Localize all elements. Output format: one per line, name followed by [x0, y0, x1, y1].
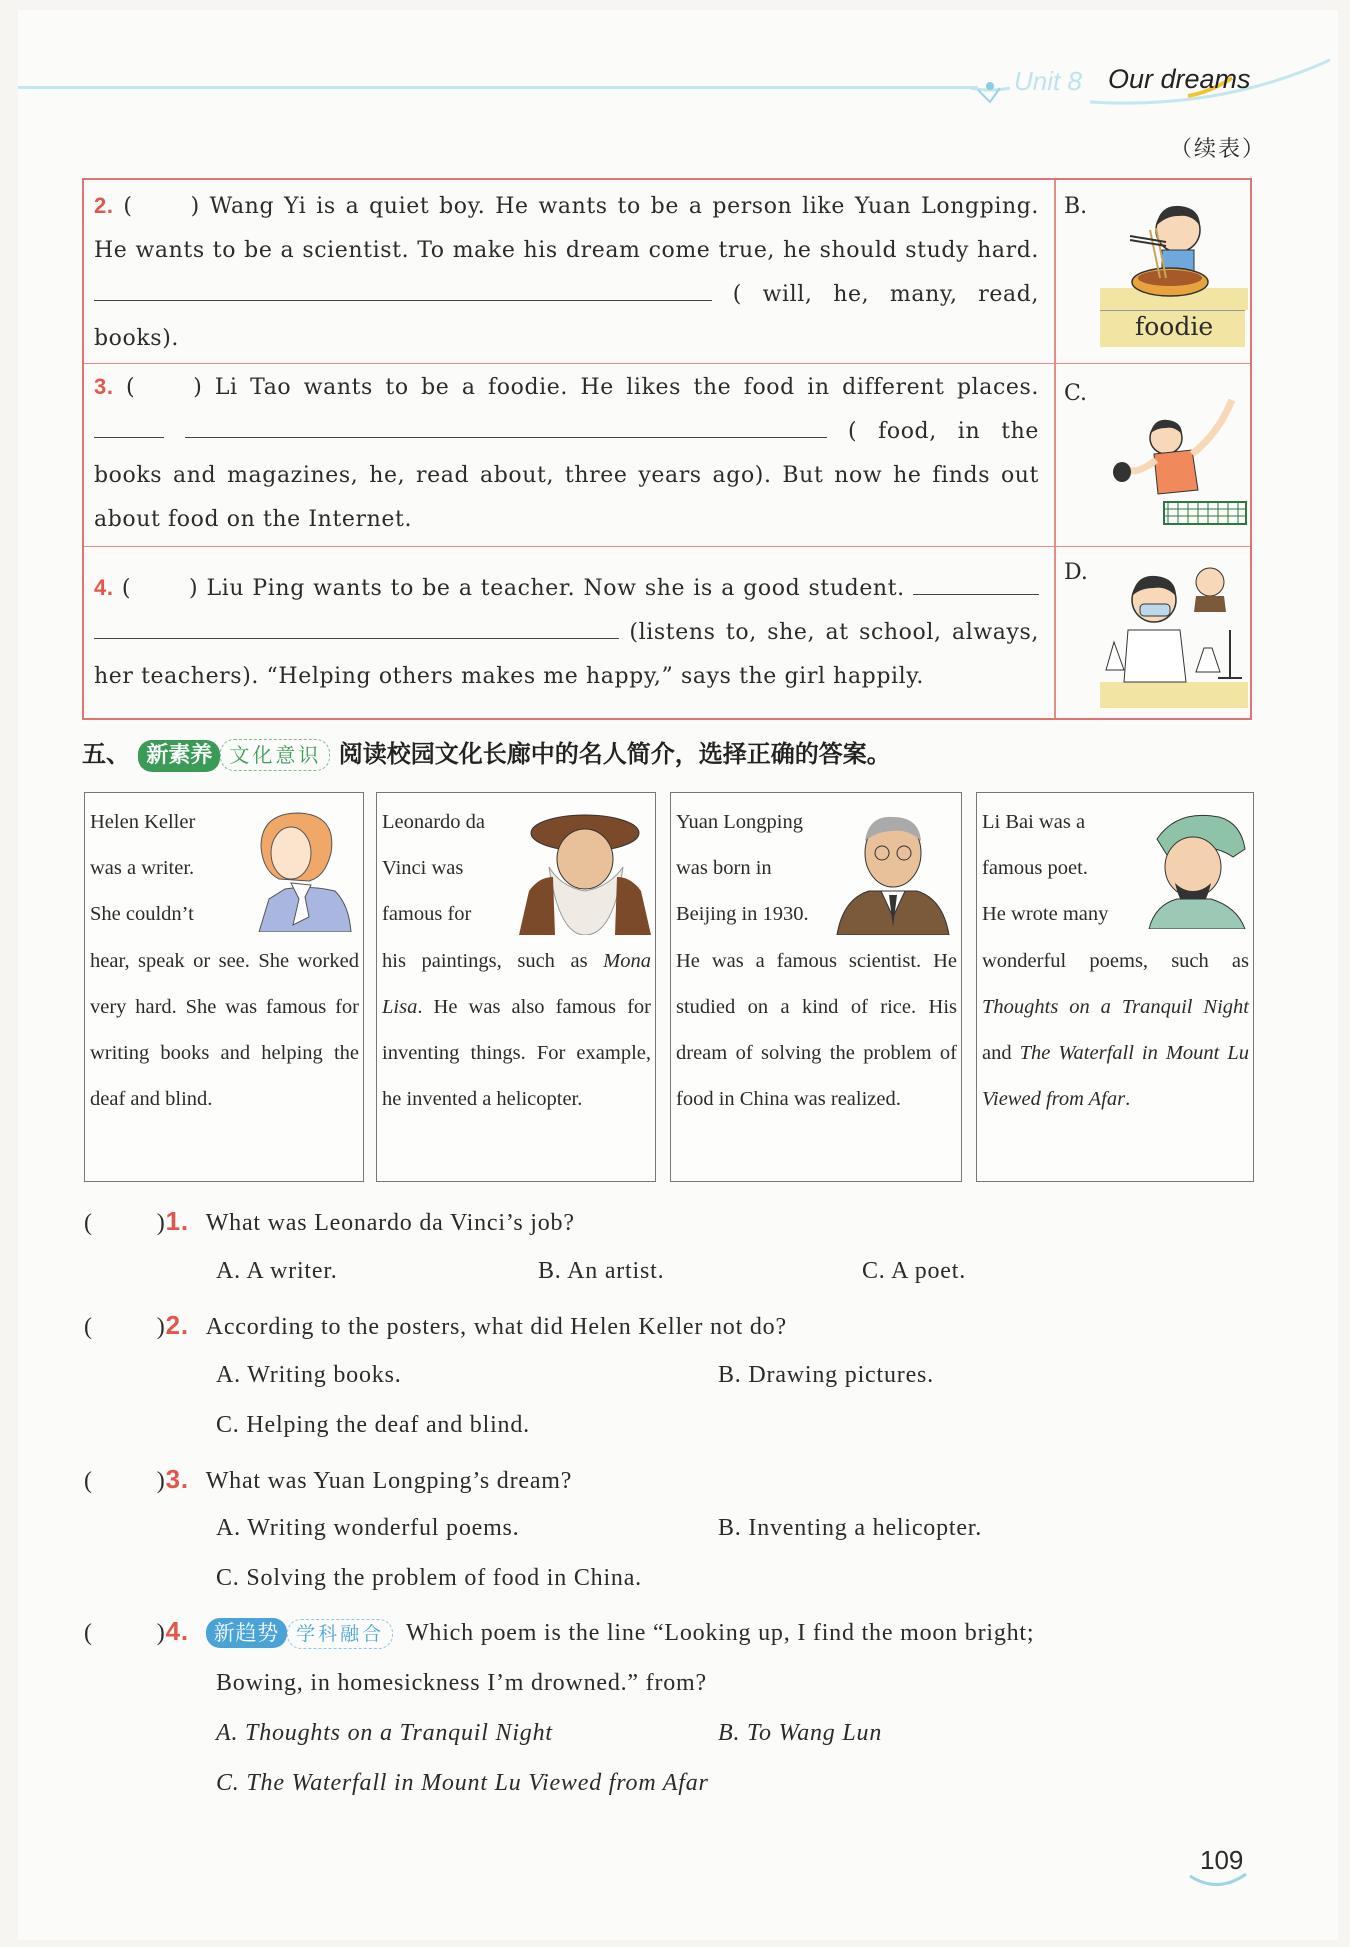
- table-row: [84, 363, 1250, 547]
- table-tennis-illustration: [1108, 394, 1248, 534]
- row-sentence: Wang Yi is a quiet boy. He wants to be a person like Yuan Longping. He wants to be a scientist. To make his dream come true, he should study hard.: [94, 194, 1040, 263]
- question-3: [84, 1464, 572, 1495]
- poster-line: was a writer.: [90, 857, 195, 880]
- option-letter: C.: [1064, 381, 1088, 406]
- matching-table: [82, 178, 1252, 720]
- answer-paren-open: (: [123, 194, 133, 219]
- interdisciplinary-badge: 学科融合: [287, 1619, 393, 1649]
- poster-body: He was a famous scientist. He studied on a kind of rice. His dream of solving the problem of food in China was realized.: [676, 949, 957, 1111]
- poster-body: . He was also famous for inventing things. For example, he invented a helicopter.: [382, 995, 651, 1111]
- unit-label: Unit 8: [1014, 66, 1082, 96]
- option-a[interactable]: A. Thoughts on a Tranquil Night: [216, 1720, 553, 1746]
- table-row: [84, 180, 1250, 364]
- poster-helen-keller: [84, 792, 364, 1182]
- option-c[interactable]: C. Helping the deaf and blind.: [216, 1412, 530, 1438]
- question-number: 3.: [165, 1464, 189, 1494]
- new-literacy-badge: 新素养: [138, 740, 220, 772]
- answer-paren-open: (: [84, 1620, 93, 1646]
- answer-paren-close: ): [156, 1210, 166, 1236]
- option-c[interactable]: C. Solving the problem of food in China.: [216, 1565, 642, 1591]
- fill-blank[interactable]: [913, 568, 1039, 595]
- answer-paren-open: (: [84, 1468, 93, 1494]
- word-hint: (listens to, she, at school, always,: [629, 620, 1039, 645]
- poster-line: She couldn’t: [90, 903, 194, 926]
- answer-paren-open: (: [84, 1314, 93, 1340]
- row-tail: her teachers). “Helping others makes me happy,” says the girl happily.: [94, 664, 924, 689]
- fill-blank[interactable]: [94, 411, 164, 438]
- poster-text: [382, 799, 651, 1122]
- poster-body: wonderful poems, such as: [982, 949, 1249, 972]
- question-number: 4.: [165, 1616, 189, 1646]
- poster-line: Yuan Longping: [676, 811, 803, 833]
- row-text: [94, 184, 1039, 361]
- poster-line: was born in: [676, 857, 772, 880]
- question-number: 2.: [94, 193, 114, 218]
- poster-line: famous poet.: [982, 857, 1088, 880]
- answer-paren-close: ): [190, 194, 200, 219]
- option-b[interactable]: B. To Wang Lun: [718, 1720, 883, 1746]
- poster-text: [90, 799, 359, 1122]
- header-line: [18, 86, 978, 89]
- row-text: [94, 365, 1039, 542]
- new-trend-badge: 新趋势: [206, 1618, 287, 1648]
- unit-title: Our dreams: [1108, 64, 1251, 94]
- cultural-awareness-badge: 文化意识: [220, 739, 330, 771]
- fill-blank[interactable]: [185, 411, 827, 438]
- question-text: What was Yuan Longping’s dream?: [205, 1468, 573, 1494]
- word-hint: ( will, he, many, read,: [732, 282, 1039, 307]
- poster-body: and: [982, 1042, 1012, 1065]
- answer-paren-open: (: [126, 375, 136, 400]
- answer-paren-close: ): [156, 1468, 166, 1494]
- table-row: [84, 546, 1250, 720]
- section-instruction: 阅读校园文化长廊中的名人简介，选择正确的答案。: [338, 740, 891, 768]
- poster-body: his paintings, such as: [382, 949, 588, 972]
- poster-body: hear, speak or see. She worked very hard. She was famous for writing books and helping the deaf and blind.: [90, 949, 359, 1111]
- option-letter: D.: [1064, 560, 1088, 585]
- page-number: 109: [1200, 1845, 1244, 1875]
- poster-li-bai: [976, 792, 1254, 1182]
- option-a[interactable]: A. A writer.: [216, 1258, 338, 1284]
- option-b[interactable]: B. Inventing a helicopter.: [718, 1515, 983, 1541]
- poster-line: Helen Keller: [90, 811, 196, 833]
- poster-line: Leonardo da: [382, 811, 486, 833]
- poster-line: Beijing in 1930.: [676, 903, 809, 926]
- question-number: 3.: [94, 374, 114, 399]
- poster-line: Vinci was: [382, 857, 464, 880]
- answer-paren-close: ): [193, 375, 203, 400]
- option-b[interactable]: B. Drawing pictures.: [718, 1362, 934, 1388]
- question-text: Which poem is the line “Looking up, I find the moon bright;: [405, 1620, 1035, 1646]
- row-tail: magazines, he, read about, three years ago). But now he finds out about food on the Internet.: [94, 463, 1040, 532]
- row-sentence: Li Tao wants to be a foodie. He likes the food in different places.: [214, 375, 1040, 400]
- question-number: 1.: [165, 1206, 189, 1236]
- poster-line: He wrote many: [982, 903, 1109, 926]
- poster-yuan-longping: [670, 792, 962, 1182]
- option-b[interactable]: B. An artist.: [538, 1258, 665, 1284]
- poster-da-vinci: [376, 792, 656, 1182]
- row-tail: books).: [94, 326, 179, 351]
- fill-blank[interactable]: [94, 612, 619, 639]
- option-c[interactable]: C. The Waterfall in Mount Lu Viewed from Afar: [216, 1770, 709, 1796]
- poster-italic: Mona Lisa: [382, 949, 651, 1018]
- scientist-illustration: [1100, 560, 1250, 710]
- page-number-swoosh: [1188, 1872, 1248, 1892]
- question-text: What was Leonardo da Vinci’s job?: [205, 1210, 575, 1236]
- answer-paren-open: (: [121, 576, 132, 601]
- question-text: According to the posters, what did Helen Keller not do?: [205, 1314, 787, 1340]
- poster-text: [982, 799, 1249, 1122]
- option-letter: B.: [1064, 194, 1088, 219]
- poster-line: famous for: [382, 903, 472, 926]
- answer-paren-open: (: [84, 1210, 93, 1236]
- fill-blank[interactable]: [94, 274, 712, 301]
- row-text: [94, 566, 1039, 699]
- answer-paren-close: ): [189, 576, 199, 601]
- poster-line: Li Bai was a: [982, 811, 1086, 833]
- poster-text: [676, 799, 957, 1122]
- question-text-continued: Bowing, in homesickness I’m drowned.” from?: [216, 1670, 707, 1696]
- option-a[interactable]: A. Writing books.: [216, 1362, 402, 1388]
- option-c[interactable]: C. A poet.: [862, 1258, 967, 1284]
- poster-italic: Thoughts on a Tranquil Night: [982, 995, 1249, 1018]
- question-number: 2.: [165, 1310, 189, 1340]
- question-1: [84, 1206, 575, 1237]
- section-number: 五、: [82, 740, 130, 768]
- question-4: [84, 1616, 1034, 1649]
- answer-paren-close: ): [156, 1314, 166, 1340]
- row-sentence: Liu Ping wants to be a teacher. Now she is a good student.: [206, 576, 905, 601]
- foodie-caption: foodie: [1135, 312, 1214, 341]
- poster-body: .: [1125, 1088, 1131, 1111]
- continued-label: （续表）: [1170, 137, 1267, 162]
- option-a[interactable]: A. Writing wonderful poems.: [216, 1515, 520, 1541]
- question-2: [84, 1310, 787, 1341]
- foodie-illustration: [1100, 200, 1250, 310]
- section-heading: [82, 734, 891, 774]
- answer-paren-close: ): [156, 1620, 166, 1646]
- poster-italic: The Waterfall in Mount Lu Viewed from Afar: [982, 1042, 1249, 1111]
- question-number: 4.: [94, 575, 114, 600]
- word-hint: ( food, in the books and: [94, 419, 1040, 488]
